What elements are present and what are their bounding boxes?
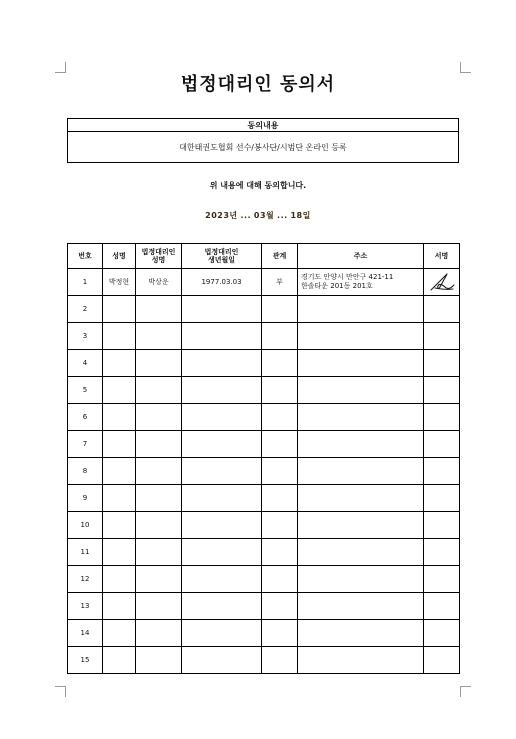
row-guardian-birth [182,620,262,647]
row-guardian-birth [182,485,262,512]
row-guardian-birth [182,404,262,431]
row-signature [424,512,460,539]
row-signature [424,323,460,350]
date-sep-2: ... [277,211,288,220]
row-guardian-name [136,485,182,512]
row-relation [262,620,298,647]
row-guardian-birth [182,539,262,566]
row-address [298,620,424,647]
row-address [298,377,424,404]
col-header-guardian-birth: 법정대리인 생년월일 [182,244,262,269]
row-guardian-name [136,323,182,350]
row-relation [262,458,298,485]
row-number: 14 [68,620,103,647]
table-row [68,323,460,350]
row-signature [424,296,460,323]
row-name: 박정현 [103,269,136,296]
row-number: 11 [68,539,103,566]
row-relation [262,377,298,404]
row-address [298,647,424,674]
row-name [103,593,136,620]
row-number: 6 [68,404,103,431]
row-guardian-name [136,566,182,593]
row-guardian-name [136,539,182,566]
table-row [68,431,460,458]
table-row [68,539,460,566]
signing-date [0,210,516,221]
row-guardian-birth [182,647,262,674]
row-name [103,404,136,431]
row-guardian-name [136,404,182,431]
row-signature [424,593,460,620]
row-guardian-name [136,647,182,674]
table-row [68,593,460,620]
row-guardian-name: 박상운 [136,269,182,296]
row-signature [424,620,460,647]
page-corner-bottom-right [460,686,471,697]
row-address [298,323,424,350]
table-row [68,296,460,323]
table-row [68,458,460,485]
row-number: 2 [68,296,103,323]
row-name [103,377,136,404]
row-guardian-name [136,593,182,620]
row-number: 1 [68,269,103,296]
row-relation [262,539,298,566]
col-header-name: 성명 [103,244,136,269]
row-address [298,458,424,485]
row-signature [424,404,460,431]
row-signature [424,539,460,566]
row-number: 4 [68,350,103,377]
date-year: 2023년 [205,211,238,220]
table-row [68,485,460,512]
row-relation [262,350,298,377]
table-row [68,620,460,647]
row-guardian-birth [182,377,262,404]
row-name [103,296,136,323]
col-header-guardian-name: 법정대리인 성명 [136,244,182,269]
row-name [103,485,136,512]
row-guardian-name [136,377,182,404]
guardian-table [67,243,460,674]
row-name [103,512,136,539]
row-address [298,350,424,377]
row-address [298,296,424,323]
row-name [103,323,136,350]
row-signature [424,431,460,458]
row-relation [262,485,298,512]
col-header-address: 주소 [298,244,424,269]
document-title: 법정대리인 동의서 [180,74,336,95]
row-signature [424,377,460,404]
row-number: 15 [68,647,103,674]
col-header-number: 번호 [68,244,103,269]
row-relation [262,566,298,593]
table-row [68,269,460,296]
row-number: 7 [68,431,103,458]
row-number: 3 [68,323,103,350]
consent-box [67,118,459,163]
col-header-relation: 관계 [262,244,298,269]
row-relation [262,647,298,674]
address-line-2: 한솔타운 201동 201호 [301,282,373,290]
row-guardian-birth [182,566,262,593]
row-address [298,512,424,539]
col-header-signature: 서명 [424,244,460,269]
row-relation [262,431,298,458]
row-address [298,485,424,512]
row-signature [424,485,460,512]
row-relation [262,512,298,539]
row-signature [424,458,460,485]
row-name [103,566,136,593]
row-name [103,350,136,377]
table-row [68,566,460,593]
table-row [68,377,460,404]
row-relation [262,404,298,431]
row-relation [262,296,298,323]
row-relation: 부 [262,269,298,296]
row-relation [262,593,298,620]
row-guardian-birth [182,593,262,620]
table-row [68,404,460,431]
table-row [68,647,460,674]
table-row [68,512,460,539]
row-address [298,404,424,431]
date-sep-1: ... [240,211,252,220]
row-address [298,539,424,566]
row-address [298,593,424,620]
row-guardian-birth [182,458,262,485]
row-number: 12 [68,566,103,593]
row-guardian-name [136,296,182,323]
row-relation [262,323,298,350]
row-name [103,458,136,485]
row-guardian-birth [182,323,262,350]
row-number: 13 [68,593,103,620]
row-guardian-birth [182,431,262,458]
table-body [68,269,460,674]
agreement-statement: 위 내용에 대해 동의합니다. [209,181,307,190]
row-address [298,269,424,296]
row-number: 8 [68,458,103,485]
row-guardian-birth [182,296,262,323]
consent-body: 대한태권도협회 선수/봉사단/시범단 온라인 등록 [68,132,459,163]
row-name [103,647,136,674]
row-address [298,566,424,593]
table-header-row [68,244,460,269]
date-month: 03월 [253,211,275,220]
row-number: 10 [68,512,103,539]
row-signature [424,647,460,674]
row-guardian-name [136,458,182,485]
row-guardian-birth [182,350,262,377]
row-signature [424,269,460,296]
row-signature [424,350,460,377]
consent-header: 동의내용 [68,119,459,132]
row-name [103,539,136,566]
row-signature [424,566,460,593]
row-guardian-name [136,350,182,377]
row-guardian-name [136,620,182,647]
row-number: 5 [68,377,103,404]
row-number: 9 [68,485,103,512]
row-guardian-name [136,431,182,458]
row-name [103,431,136,458]
page-corner-bottom-left [55,686,66,697]
signature-mark [427,271,457,293]
date-day: 18일 [290,211,311,220]
address-line-1: 경기도 안양시 만안구 421-11 [301,272,394,281]
row-guardian-birth: 1977.03.03 [182,269,262,296]
row-guardian-birth [182,512,262,539]
row-address [298,431,424,458]
row-name [103,620,136,647]
table-row [68,350,460,377]
row-guardian-name [136,512,182,539]
